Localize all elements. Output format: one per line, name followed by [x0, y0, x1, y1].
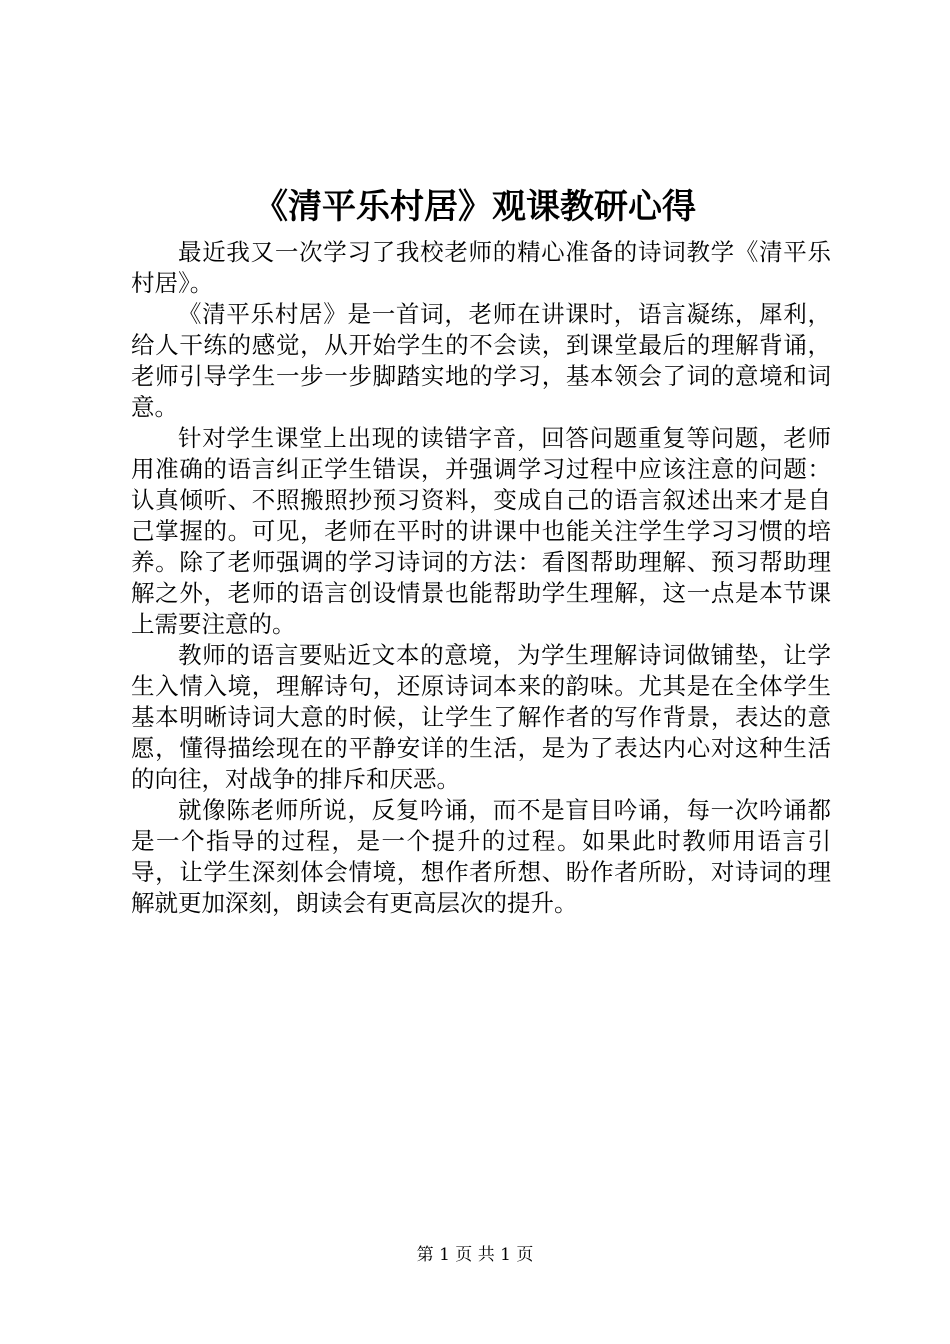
paragraph-5: 就像陈老师所说，反复吟诵，而不是盲目吟诵，每一次吟诵都是一个指导的过程，是一个提升的过程。如果此时教师用语言引导，让学生深刻体会情境，想作者所想、盼作者所盼，对诗词的理解就更加深刻，朗读会有更高层次的提升。 [131, 796, 831, 917]
paragraph-4: 教师的语言要贴近文本的意境，为学生理解诗词做铺垫，让学生入情入境，理解诗句，还原诗词本来的韵味。尤其是在全体学生基本明晰诗词大意的时候，让学生了解作者的写作背景，表达的意愿，懂得描绘现在的平静安详的生活，是为了表达内心对这种生活的向往，对战争的排斥和厌恶。 [131, 641, 831, 793]
document-body [131, 237, 831, 919]
paragraph-2: 《清平乐村居》是一首词，老师在讲课时，语言凝练，犀利，给人干练的感觉，从开始学生的不会读，到课堂最后的理解背诵，老师引导学生一步一步脚踏实地的学习，基本领会了词的意境和词意。 [131, 300, 831, 421]
page-footer: 第 1 页 共 1 页 [416, 1245, 534, 1265]
paragraph-1: 最近我又一次学习了我校老师的精心准备的诗词教学《清平乐村居》。 [131, 238, 831, 297]
document-title: 《清平乐村居》观课教研心得 [254, 187, 696, 227]
paragraph-3: 针对学生课堂上出现的读错字音，回答问题重复等问题，老师用准确的语言纠正学生错误，并强调学习过程中应该注意的问题：认真倾听、不照搬照抄预习资料，变成自己的语言叙述出来才是自己掌握的。可见，老师在平时的讲课中也能关注学生学习习惯的培养。除了老师强调的学习诗词的方法：看图帮助理解、预习帮助理解之外，老师的语言创设情景也能帮助学生理解，这一点是本节课上需要注意的。 [131, 424, 831, 638]
